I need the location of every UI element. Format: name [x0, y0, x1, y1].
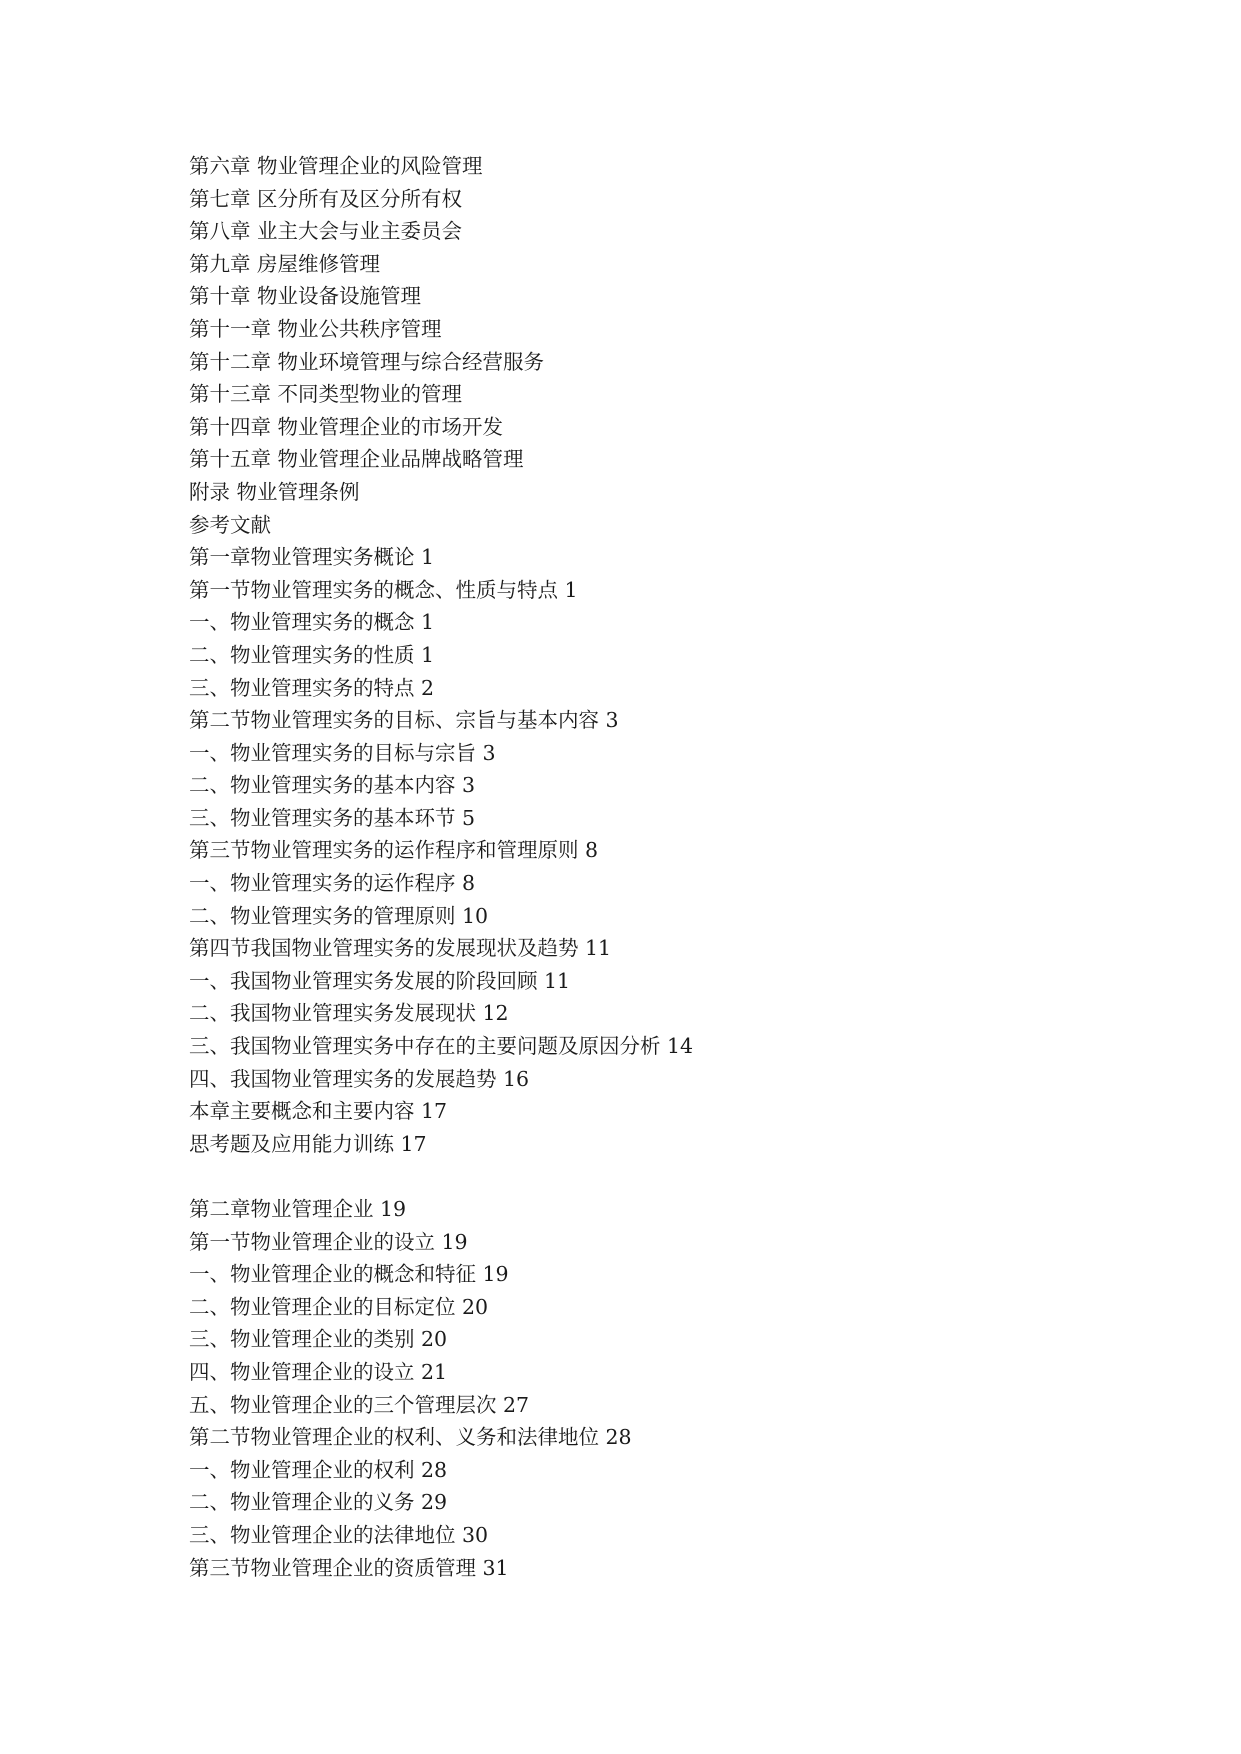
toc-entry: 三、我国物业管理实务中存在的主要问题及原因分析 14: [189, 1034, 694, 1059]
toc-entry: 第十三章 不同类型物业的管理: [189, 382, 463, 407]
toc-entry: 附录 物业管理条例: [189, 479, 360, 504]
toc-entry: 第七章 区分所有及区分所有权: [189, 186, 463, 211]
toc-entry: 四、物业管理企业的设立 21: [189, 1359, 448, 1384]
toc-entry: 五、物业管理企业的三个管理层次 27: [189, 1392, 530, 1417]
toc-entry: 二、物业管理企业的义务 29: [189, 1490, 448, 1515]
toc-entry: 三、物业管理企业的法律地位 30: [189, 1522, 489, 1547]
toc-entry: 第三节物业管理实务的运作程序和管理原则 8: [189, 838, 599, 863]
toc-entry: 三、物业管理企业的类别 20: [189, 1327, 448, 1352]
toc-entry: 第一节物业管理实务的概念、性质与特点 1: [189, 577, 578, 602]
toc-entry: 第一章物业管理实务概论 1: [189, 545, 435, 570]
toc-entry: 第二节物业管理实务的目标、宗旨与基本内容 3: [189, 708, 619, 733]
toc-entry: 二、物业管理企业的目标定位 20: [189, 1294, 489, 1319]
toc-entry: 一、我国物业管理实务发展的阶段回顾 11: [189, 968, 571, 993]
toc-entry: 第三节物业管理企业的资质管理 31: [189, 1555, 509, 1580]
toc-entry: 二、物业管理实务的性质 1: [189, 642, 435, 667]
toc-entry: 二、物业管理实务的管理原则 10: [189, 903, 489, 928]
toc-entry: 二、我国物业管理实务发展现状 12: [189, 1001, 509, 1026]
toc-entry: 第一节物业管理企业的设立 19: [189, 1229, 468, 1254]
toc-entry: 二、物业管理实务的基本内容 3: [189, 773, 476, 798]
toc-entry: 一、物业管理企业的概念和特征 19: [189, 1262, 509, 1287]
toc-entry: 一、物业管理企业的权利 28: [189, 1457, 448, 1482]
toc-entry: 第十四章 物业管理企业的市场开发: [189, 414, 504, 439]
toc-entry: 一、物业管理实务的运作程序 8: [189, 871, 476, 896]
toc-entry: 第十五章 物业管理企业品牌战略管理: [189, 447, 524, 472]
toc-entry: 第十二章 物业环境管理与综合经营服务: [189, 349, 545, 374]
toc-entry: 第二章物业管理企业 19: [189, 1197, 407, 1221]
toc-entry: 第十章 物业设备设施管理: [189, 284, 422, 309]
toc-entry: 第四节我国物业管理实务的发展现状及趋势 11: [189, 936, 612, 961]
toc-entry: 一、物业管理实务的概念 1: [189, 610, 435, 635]
toc-entry: 第九章 房屋维修管理: [189, 251, 381, 276]
toc-entry: 第六章 物业管理企业的风险管理: [189, 154, 483, 178]
table-of-contents: [189, 150, 693, 1584]
section-gap: [189, 1160, 693, 1193]
toc-entry: 第二节物业管理企业的权利、义务和法律地位 28: [189, 1425, 632, 1450]
toc-entry: 思考题及应用能力训练 17: [189, 1131, 427, 1156]
toc-entry: 三、物业管理实务的特点 2: [189, 675, 435, 700]
toc-entry: 第八章 业主大会与业主委员会: [189, 219, 463, 244]
toc-entry: 一、物业管理实务的目标与宗旨 3: [189, 740, 496, 765]
toc-entry: 第十一章 物业公共秩序管理: [189, 316, 442, 341]
toc-entry: 三、物业管理实务的基本环节 5: [189, 805, 476, 830]
toc-entry: 四、我国物业管理实务的发展趋势 16: [189, 1066, 530, 1091]
toc-entry: 本章主要概念和主要内容 17: [189, 1099, 448, 1124]
toc-entry: 参考文献: [189, 512, 271, 537]
